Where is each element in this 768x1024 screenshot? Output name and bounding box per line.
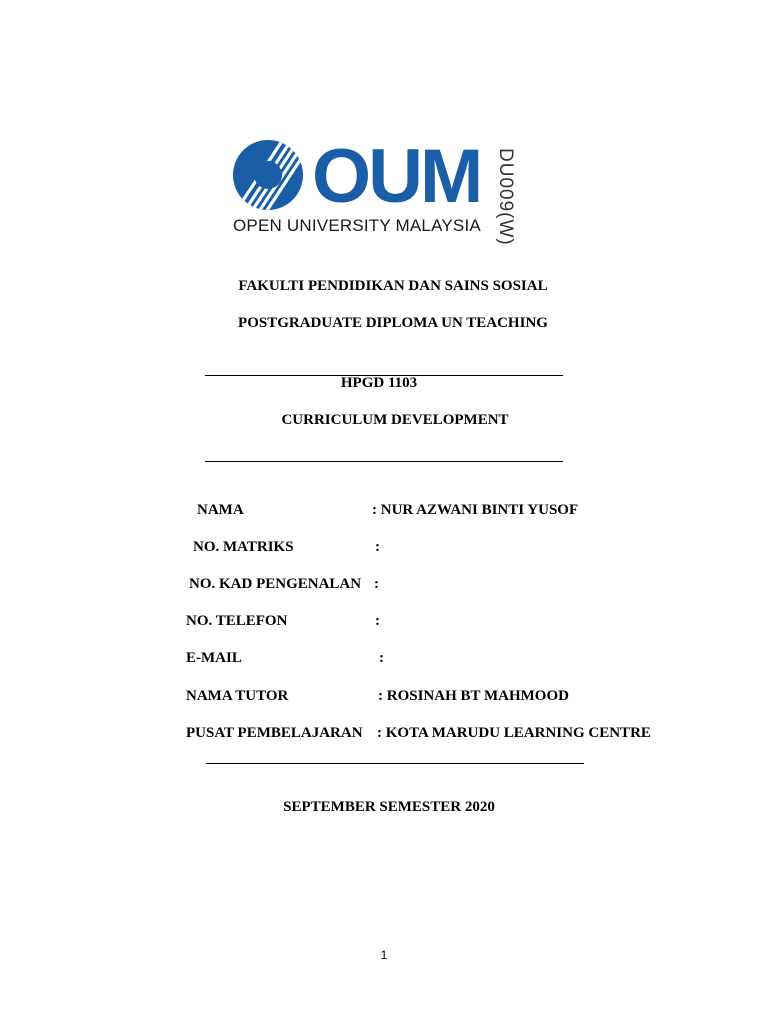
logo-university-name: OPEN UNIVERSITY MALAYSIA [233, 216, 481, 235]
detail-value-telefon: : [375, 613, 380, 629]
course-code: HPGD 1103 [340, 375, 418, 391]
detail-value-matriks: : [375, 539, 380, 555]
programme-title: POSTGRADUATE DIPLOMA UN TEACHING [238, 315, 548, 331]
course-title: CURRICULUM DEVELOPMENT [281, 412, 509, 428]
logo-registration: DU009(W) [495, 148, 516, 246]
detail-label-email: E-MAIL [186, 650, 242, 666]
detail-label-nama: NAMA [197, 502, 244, 518]
detail-value-kad-pengenalan: : [374, 576, 379, 592]
detail-label-telefon: NO. TELEFON [186, 613, 288, 629]
logo-wordmark: OUM [312, 134, 481, 219]
detail-label-kad-pengenalan: NO. KAD PENGENALAN [189, 576, 362, 592]
detail-label-pusat: PUSAT PEMBELAJARAN [186, 725, 363, 741]
detail-value-email: : [379, 650, 384, 666]
detail-label-matriks: NO. MATRIKS [193, 539, 294, 555]
oum-logo-emblem-icon [232, 139, 304, 211]
divider-bottom [206, 763, 584, 764]
semester-label: SEPTEMBER SEMESTER 2020 [283, 799, 495, 815]
divider-middle [205, 461, 563, 462]
detail-value-nama: : NUR AZWANI BINTI YUSOF [372, 502, 579, 518]
faculty-title: FAKULTI PENDIDIKAN DAN SAINS SOSIAL [238, 278, 548, 294]
detail-value-tutor: : ROSINAH BT MAHMOOD [378, 688, 569, 704]
detail-value-pusat: : KOTA MARUDU LEARNING CENTRE [377, 725, 651, 741]
detail-label-tutor: NAMA TUTOR [186, 688, 289, 704]
page-number: 1 [380, 948, 388, 962]
